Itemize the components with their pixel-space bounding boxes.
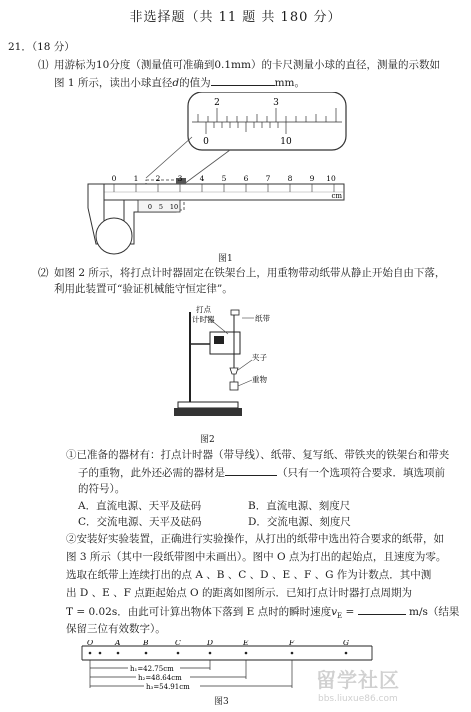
part1-line2-text-b: 的值为 (179, 77, 211, 89)
figure1-caliper (60, 92, 360, 262)
option-a[interactable]: A．直流电源、天平及砝码 (78, 500, 202, 512)
h3-label: h₃=54.91cm (146, 683, 190, 691)
part1-number: ⑴ (38, 59, 49, 71)
ball (96, 218, 132, 254)
figure3-caption: 图3 (214, 697, 229, 707)
main-tick-2: 2 (155, 174, 161, 183)
question-label: 21．（18 分） (8, 41, 75, 53)
clip (230, 368, 238, 374)
label-clip: 夹子 (252, 353, 267, 362)
sub1-line3: 的符号）。 (78, 483, 126, 495)
option-c[interactable]: C．交流电源、天平及砝码 (78, 516, 202, 528)
label-timer-2: 计时器 (192, 315, 215, 324)
sub1-line2-b: （只有一个选项符合要求．填选项前 (277, 467, 445, 479)
sub2-line6: 保留三位有效数字）。 (66, 623, 166, 635)
sub1-line1: ①已准备的器材有：打点计时器（带导线）、纸带、复写纸、带铁夹的铁架台和带夹 (66, 449, 450, 461)
option-d[interactable]: D．交流电源、刻度尺 (248, 516, 351, 528)
main-tick-5: 5 (221, 174, 227, 183)
main-tick-3: 3 (177, 174, 183, 183)
h1-label: h₁=42.75cm (130, 665, 174, 673)
main-scale-labels (112, 174, 336, 183)
answer-blank-velocity[interactable] (358, 604, 406, 615)
figure1-caption: 图1 (218, 254, 233, 264)
option-b[interactable]: B．直流电源、刻度尺 (248, 500, 351, 512)
zoom-vernier-label-10: 10 (280, 137, 292, 147)
figure2-apparatus (170, 298, 290, 428)
figure2-caption: 图2 (200, 435, 215, 445)
main-tick-4: 4 (199, 174, 205, 183)
sub2-line3: 选取在纸带上连续打出的点 A 、B 、C 、D 、E 、F 、G 作为计数点．其中测 (66, 569, 432, 581)
point-f: F (289, 640, 295, 647)
var-d: d (172, 77, 180, 89)
sub2-line5 (66, 604, 459, 623)
section-title: 非选择题（共 11 题 共 180 分） (129, 10, 342, 25)
label-timer-1: 打点 (196, 305, 211, 314)
answer-blank-equipment[interactable] (225, 465, 277, 476)
label-tape: 纸带 (255, 314, 270, 323)
vernier-tick-0: 0 (147, 203, 153, 211)
point-e: E (243, 640, 249, 647)
part1-line2-text: 图 1 所示，读出小球直径 (54, 77, 173, 89)
var-v: v (331, 606, 338, 618)
point-d: D (207, 640, 214, 647)
vernier-tick-5: 5 (158, 203, 164, 211)
sub1-line2 (78, 465, 445, 480)
main-tick-8: 8 (287, 174, 293, 183)
answer-blank-diameter[interactable] (211, 75, 275, 86)
weight (230, 382, 238, 390)
watermark-logo: 留学社区 (316, 668, 400, 692)
part1-line1: 用游标为10分度（测量值可准确到0.1mm）的卡尺测量小球的直径，测量的示数如 (54, 59, 440, 71)
sub2-line5-eq: = (345, 606, 355, 618)
part2-line1: 如图 2 所示，将打点计时器固定在铁架台上，用重物带动纸带从静止开始自由下落， (54, 267, 446, 279)
point-b: B (143, 640, 149, 647)
point-o: O (87, 640, 94, 647)
zoom-main-label-2: 2 (214, 98, 220, 108)
main-tick-6: 6 (243, 174, 249, 183)
part2-number: ⑵ (38, 267, 49, 279)
tape-dots (89, 652, 348, 655)
var-v-sub: E (337, 612, 343, 621)
main-tick-7: 7 (265, 174, 271, 183)
h2-label: h₂=48.64cm (138, 674, 182, 682)
part1-line2 (54, 75, 305, 90)
main-scale-unit: cm (331, 192, 342, 200)
base (174, 408, 242, 416)
zoom-vernier-label-0: 0 (203, 137, 209, 147)
part2-line2: 利用此装置可“验证机械能守恒定律”。 (54, 283, 233, 295)
vernier-tick-10: 10 (169, 203, 179, 211)
point-g: G (343, 640, 349, 647)
main-tick-9: 9 (309, 174, 315, 183)
sub1-line2-a: 子的重物，此外还必需的器材是 (78, 467, 225, 479)
sub2-line2: 图 3 所示（其中一段纸带图中未画出）。图中 O 点为打出的起始点，且速度为零。 (66, 551, 447, 563)
main-tick-10: 10 (326, 174, 336, 183)
point-a: A (115, 640, 121, 647)
sub2-line5-a: T = 0.02s．由此可计算出物体下落到 E 点时的瞬时速度 (66, 606, 332, 618)
label-weight: 重物 (252, 375, 267, 384)
sub2-line5-c: m/s（结果 (409, 606, 460, 618)
main-tick-1: 1 (133, 174, 139, 183)
watermark-url: bbs.liuxue86.com (318, 694, 398, 704)
timer-part (214, 336, 224, 344)
sub2-line1: ②安装好实验装置，正确进行实验操作，从打出的纸带中选出符合要求的纸带，如 (66, 533, 444, 545)
base-top (178, 402, 238, 408)
sub2-line4: 出 D 、E 、F 点距起始点 O 的距离如图所示．已知打点计时器打点周期为 (66, 587, 413, 599)
main-tick-0: 0 (111, 174, 117, 183)
zoom-main-label-3: 3 (273, 98, 279, 108)
point-c: C (175, 640, 181, 647)
part1-unit: mm。 (274, 77, 306, 89)
